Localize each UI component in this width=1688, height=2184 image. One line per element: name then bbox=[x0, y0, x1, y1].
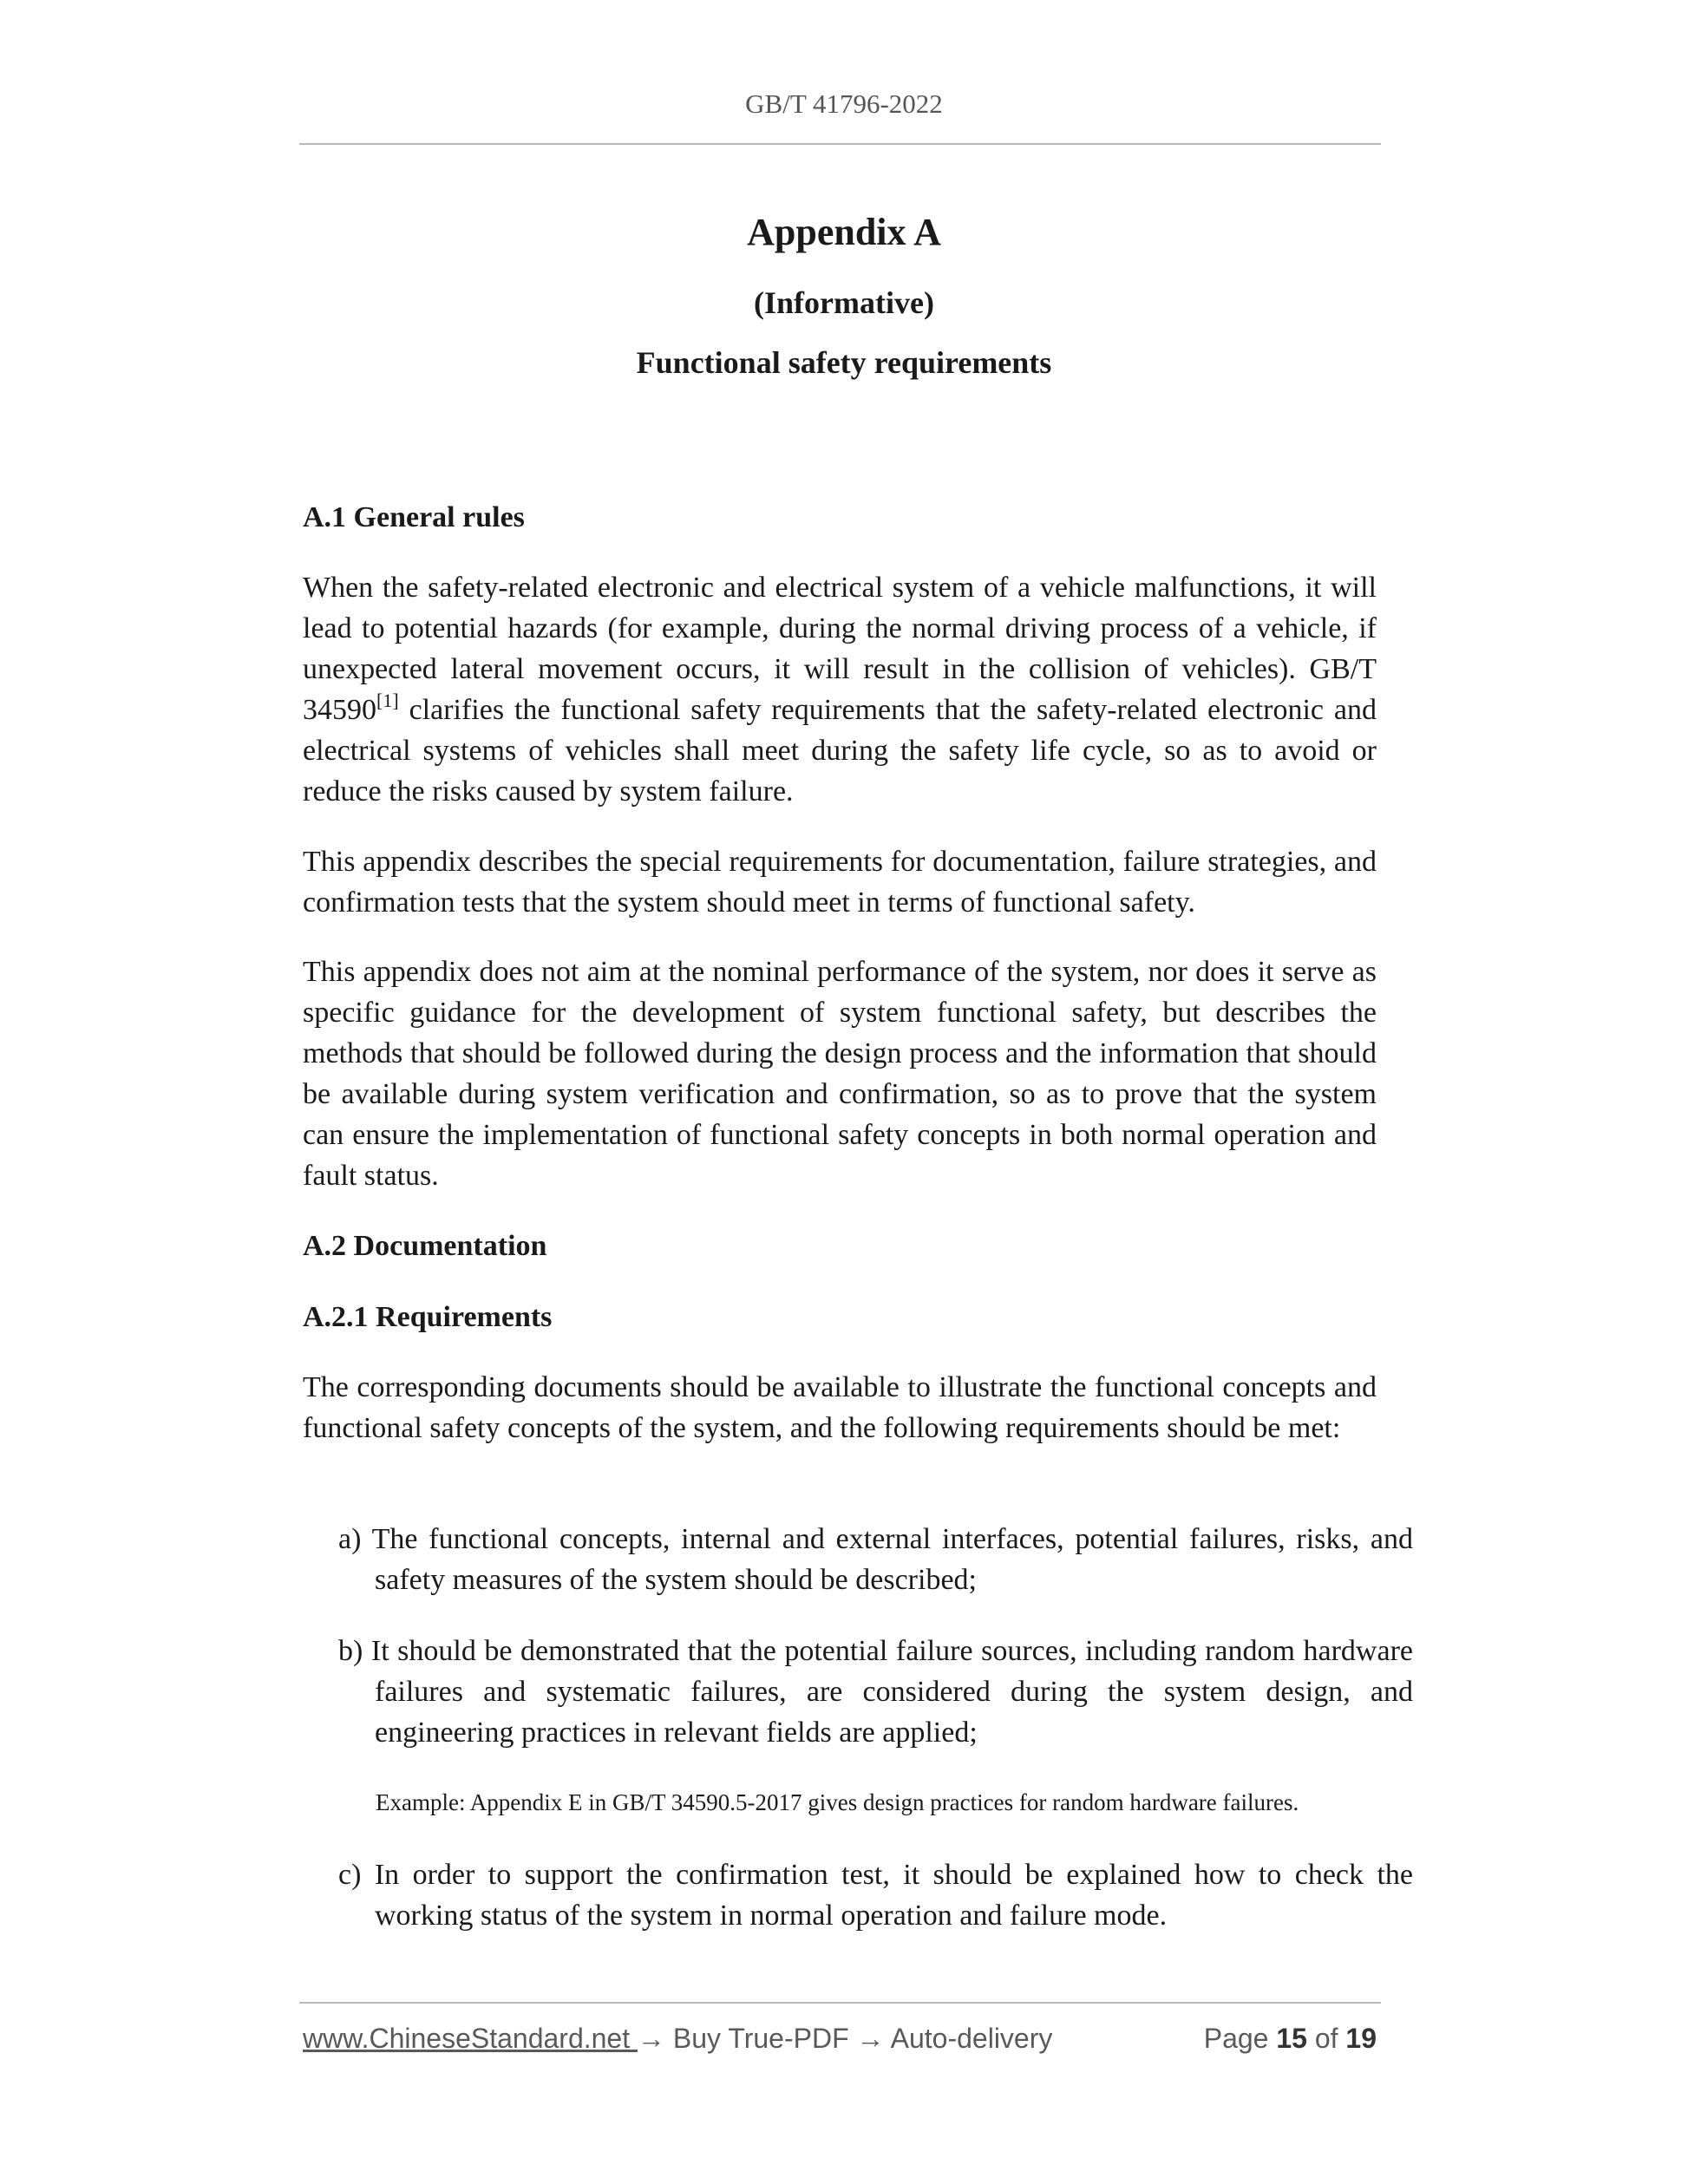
page-indicator bbox=[1204, 2023, 1377, 2055]
list-item-c: c) In order to support the confirmation test, it should be explained how to check the working status of the system in normal operation and failure mode. bbox=[338, 1859, 1413, 1932]
arrow-right-icon: → bbox=[638, 2023, 665, 2054]
section-a1-paragraph-1 bbox=[303, 567, 1377, 812]
header-divider bbox=[299, 143, 1381, 145]
appendix-title: Appendix A bbox=[747, 211, 941, 253]
of-label: of bbox=[1306, 2023, 1346, 2054]
page-label: Page bbox=[1203, 2023, 1277, 2054]
paragraph-text: When the safety-related electronic and electrical system of a vehicle malfunctions, it will lead to potential hazards (for example, during the normal driving process of a vehicle, if unexpected lateral movement occurs, it will result in the collision of vehicles). GB/T 34590 bbox=[303, 572, 1377, 726]
paragraph-text: clarifies the functional safety requirements that the safety-related electronic and electrical systems of vehicles shall meet during the safety life cycle, so as to avoid or reduce the risks caused by system failure. bbox=[303, 694, 1377, 808]
reference-marker[interactable]: [1] bbox=[376, 690, 399, 711]
list-item-b: b) It should be demonstrated that the potential failure sources, including random hardware failures and systematic failures, are considered during the system design, and engineering practices in relevant fields are applied; bbox=[338, 1635, 1413, 1749]
footer-promo bbox=[303, 2023, 1052, 2055]
appendix-type: (Informative) bbox=[754, 285, 934, 320]
page-total: 19 bbox=[1345, 2023, 1377, 2054]
arrow-right-icon: → bbox=[856, 2023, 885, 2054]
section-a21-heading: A.2.1 Requirements bbox=[303, 1301, 553, 1333]
site-link[interactable]: www.ChineseStandard.net bbox=[303, 2023, 638, 2054]
example-note: Example: Appendix E in GB/T 34590.5-2017 gives design practices for random hardware failures. bbox=[376, 1789, 1299, 1815]
page-footer bbox=[303, 2023, 1377, 2061]
section-a1-heading: A.1 General rules bbox=[303, 501, 525, 533]
page-header: GB/T 41796-2022 bbox=[745, 88, 943, 119]
section-a21-paragraph: The corresponding documents should be available to illustrate the functional concepts and functional safety concepts of the system, and the following requirements should be met: bbox=[303, 1371, 1377, 1444]
appendix-name: Functional safety requirements bbox=[636, 345, 1052, 380]
section-a1-paragraph-2: This appendix describes the special requirements for documentation, failure strategies, and confirmation tests that the system should meet in terms of functional safety. bbox=[303, 846, 1377, 919]
section-a1-paragraph-3: This appendix does not aim at the nominal performance of the system, nor does it serve as specific guidance for the development of system functional safety, but describes the methods that should be followed during the design process and the information that should be available during system verification and confirmation, so as to prove that the system can ensure the implementation of functional safety concepts in both normal operation and fault status. bbox=[303, 956, 1377, 1192]
section-a2-heading: A.2 Documentation bbox=[303, 1230, 547, 1262]
page-number: 15 bbox=[1276, 2023, 1307, 2054]
list-item-a: a) The functional concepts, internal and external interfaces, potential failures, risks, and safety measures of the system should be described; bbox=[338, 1523, 1413, 1596]
footer-divider bbox=[299, 2002, 1381, 2004]
delivery-text: Auto-delivery bbox=[884, 2023, 1053, 2054]
buy-text: Buy True-PDF bbox=[665, 2023, 857, 2054]
